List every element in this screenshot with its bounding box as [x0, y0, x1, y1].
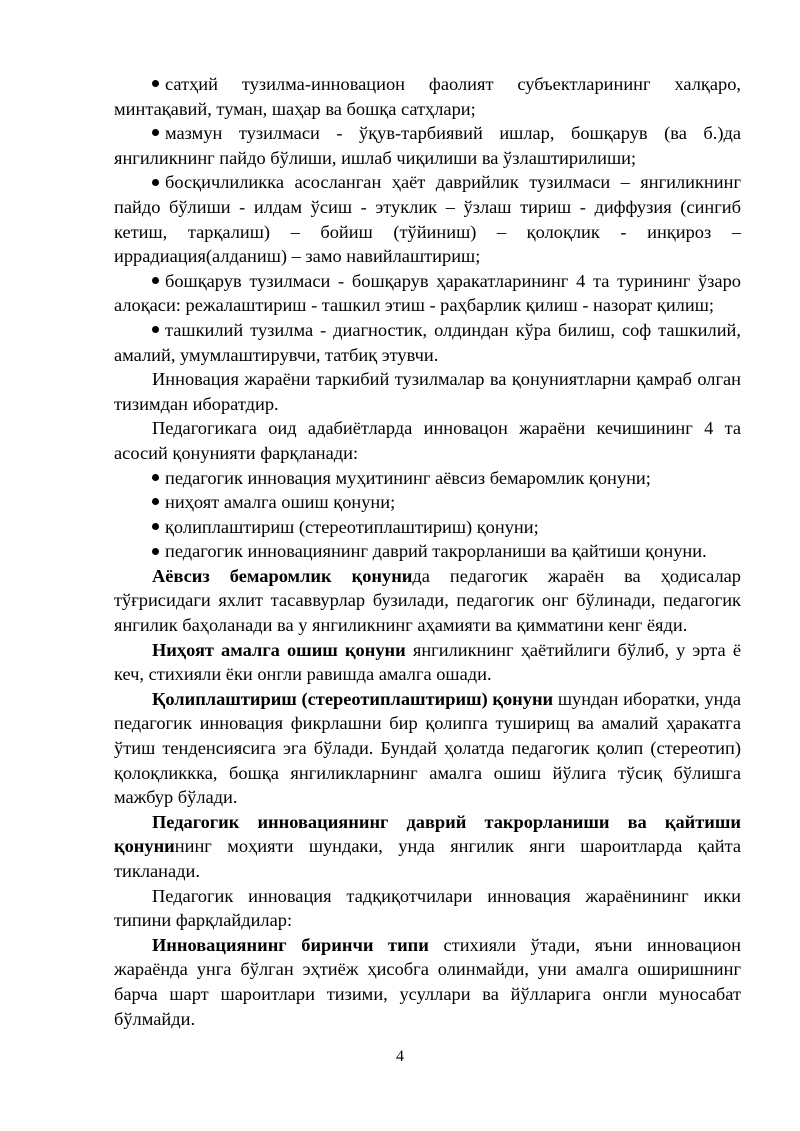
law-bullet-item: ниҳоят амалга ошиш қонуни; [114, 490, 741, 515]
type-1-term: Инновациянинг биринчи типи [152, 934, 429, 955]
bullet-dot-icon [152, 80, 159, 87]
bullet-dot-icon [152, 129, 159, 136]
bullet-item: бошқарув тузилмаси - бошқарув ҳаракатларининг 4 та турининг ўзаро алоқаси: режалаштириш - ташкил этиш - раҳбарлик қилиш - назорат қилиш; [114, 270, 741, 316]
bullet-dot-icon [152, 548, 159, 555]
paragraph-law-4: Педагогик инновациянинг даврий такрорланиши ва қайтиши қонунининг моҳияти шундаки, унда янгилик янги шароитларда қайта тикланади. [114, 811, 741, 881]
law-4-term: Педагогик инновациянинг даврий такрорланиши ва қайтиши қонуни [114, 811, 741, 857]
bullet-item: мазмун тузилмаси - ўқув-тарбиявий ишлар, бошқарув (ва б.)да янгиликнинг пайдо бўлиши, ишлаб чиқилиши ва ўзлаштирилиши; [114, 123, 741, 168]
law-3-term: Қолиплаштириш (стереотиплаштириш) қонуни [152, 688, 554, 709]
paragraph-law-3: Қолиплаштириш (стереотиплаштириш) қонуни шундан иборатки, унда педагогик инновация фикрлашни бир қолипга туширищ ва амалий ҳаракатга ўтиш тенденсиясига эга бўлади. Бундай ҳолатда педагогик қолип (стереотип) қолоқликкка, бошқа янгиликларнинг амалга ошиш йўлига тўсиқ бўлишга мажбур бўлади. [114, 688, 741, 808]
bullet-item: ташкилий тузилма - диагностик, олдиндан кўра билиш, соф ташкилий, амалий, умумлаштирувчи, татбиқ этувчи. [114, 319, 741, 365]
document-body [114, 72, 741, 1031]
law-bullet-item: педагогик инновациянинг даврий такрорланиши ва қайтиши қонуни. [114, 539, 741, 564]
paragraph-law-2: Ниҳоят амалга ошиш қонуни янгиликнинг ҳаётийлиги бўлиб, у эрта ё кеч, стихияли ёки онгли равишда амалга ошади. [114, 639, 741, 685]
page-number: 4 [396, 1048, 404, 1065]
law-1-term: Аёвсиз бемаромлик қонуни [152, 565, 413, 586]
paragraph-type-1: Инновациянинг биринчи типи стихияли ўтади, яъни инновацион жараёнда унга бўлган эҳтиёж ҳисобга олинмайди, уни амалга оширишнинг барча шарт шароитлари тизими, усуллари ва йўлларига онгли муносабат бўлмайди. [114, 934, 741, 1029]
law-bullet-item: қолиплаштириш (стереотиплаштириш) қонуни; [114, 515, 741, 540]
paragraph-types-intro: Педагогик инновация тадқиқотчилари инновация жараёнининг икки типини фарқлайдилар: [114, 885, 741, 931]
bullet-dot-icon [152, 498, 159, 505]
bullet-dot-icon [152, 277, 159, 284]
bullet-dot-icon [152, 474, 159, 481]
paragraph-process: Инновация жараёни таркибий тузилмалар ва қонуниятларни қамраб олган тизимдан иборатдир. [114, 369, 741, 414]
paragraph-laws-intro: Педагогикага оид адабиётларда инновацон жараёни кечишининг 4 та асосий қонунияти фарқланади: [114, 418, 741, 463]
law-bullet-item: педагогик инновация муҳитининг аёвсиз бемаромлик қонуни; [114, 466, 741, 491]
bullet-item: сатҳий тузилма-инновацион фаолият субъектларининг халқаро, минтақавий, туман, шаҳар ва бошқа сатҳлари; [114, 74, 741, 119]
bullet-dot-icon [152, 326, 159, 333]
bullet-dot-icon [152, 523, 159, 530]
bullet-item: босқичлиликка асосланган ҳаёт даврийлик тузилмаси – янгиликнинг пайдо бўлиши - илдам ўсиш - этуклик – ўзлаш тириш - диффузия (сингиб кетиш, тарқалиш) – бойиш (тўйиниш) – қолоқлик - инқироз – иррадиация(алданиш) – замо навийлаштириш; [114, 172, 741, 267]
law-2-term: Ниҳоят амалга ошиш қонуни [152, 639, 406, 660]
paragraph-law-1: Аёвсиз бемаромлик қонунида педагогик жараён ва ҳодисалар тўғрисидаги яхлит тасаввурлар бузилади, педагогик онг бўлинади, педагогик янгилик баҳоланади ва у янгиликнинг аҳамияти ва қимматини кенг ёяди. [114, 565, 742, 636]
bullet-dot-icon [152, 179, 159, 186]
